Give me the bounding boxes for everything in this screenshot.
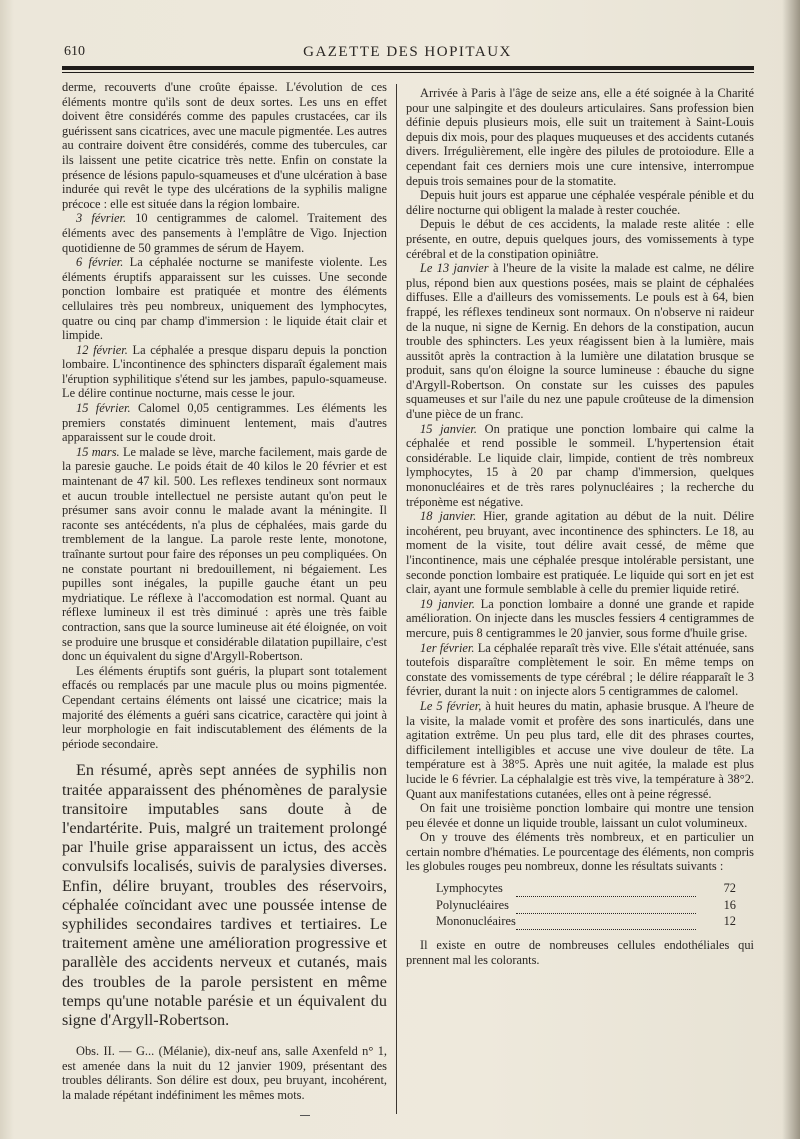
date-label: Le 5 février,	[420, 698, 482, 713]
paragraph	[62, 343, 387, 401]
table-row	[436, 880, 736, 897]
paragraph	[62, 445, 387, 664]
dot-leader	[516, 913, 696, 930]
footer-dash	[300, 1115, 310, 1116]
paragraph	[406, 509, 754, 597]
paragraph-text: La ponction lombaire a donné une grande et rapide amélioration. On injecte dans les muscles fessiers 4 centigrammes de mercure, puis 8 centigrammes le 20 janvier, sous forme d'huile grise.	[406, 596, 754, 640]
header-rule-thin	[62, 72, 754, 73]
paragraph-text: La céphalée nocturne se manifeste violente. Les éléments éruptifs apparaissent sur les cuisses. Une seconde ponction lombaire est pratiquée et montre des éléments cellulaires très peu nombreux, uniquement des lymphocytes, quatre ou cinq par champ d'immersion : le liquide était clair et limpide.	[62, 255, 387, 343]
date-label: Le 13 janvier	[420, 261, 489, 276]
paragraph: Les éléments éruptifs sont guéris, la plupart sont totalement effacés ou remplacés par une macule plus ou moins pigmentée. Cependant certains éléments ont laissé une cicatrice; mais la majorité des éléments a guéri sans cicatrice, caractère qui joint à leur morphologie en fait indiscutablement des éléments de la période secondaire.	[62, 663, 387, 751]
date-label: 1er février.	[420, 640, 475, 655]
paragraph	[62, 401, 387, 445]
paragraph: Depuis huit jours est apparue une céphalée vespérale pénible et du délire nocturne qui obligent la malade à rester couchée.	[406, 188, 754, 217]
date-label: 6 février.	[76, 255, 124, 270]
paragraph: Arrivée à Paris à l'âge de seize ans, elle a été soignée à la Charité pour une salpingite et des douleurs articulaires. Sans profession bien définie depuis plusieurs mois, elle suit un traitement à Saint-Louis depuis dix mois, pour des plaques muqueuses et des accidents cutanés divers. Irrégulièrement, elle ingère des pilules de protoiodure. Elle a cependant fait ces derniers mois une cure intensive, interrompue depuis trois semaines pour de la stomatite.	[406, 86, 754, 188]
paragraph: Depuis le début de ces accidents, la malade reste alitée : elle présente, en outre, depuis quelques jours, des vomissements à type cérébral et de la constipation opiniâtre.	[406, 217, 754, 261]
header-rule-thick	[62, 66, 754, 70]
count-label: Lymphocytes	[436, 881, 503, 896]
running-title: GAZETTE DES HOPITAUX	[303, 44, 512, 60]
cell-count-table	[436, 880, 736, 930]
date-label: 18 janvier.	[420, 509, 477, 524]
count-value: 72	[723, 881, 736, 896]
dot-leader	[516, 897, 696, 914]
paragraph	[406, 641, 754, 699]
paragraph: Il existe en outre de nombreuses cellules endothéliales qui prennent mal les colorants.	[406, 938, 754, 967]
date-label: 15 février.	[76, 401, 131, 416]
paragraph	[406, 422, 754, 510]
date-label: 19 janvier.	[420, 596, 475, 611]
paragraph-text: La céphalée reparaît très vive. Elle s'était atténuée, sans toutefois disparaître complètement le soir. En même temps on constate des vomissements de type cérébral ; le délire réapparaît le 3 février, durant la nuit : on injecte alors 5 centigrammes de calomel.	[406, 640, 754, 699]
table-row	[436, 897, 736, 914]
count-label: Mononucléaires	[436, 914, 516, 929]
paragraph-text: La céphalée a presque disparu depuis la ponction lombaire. L'incontinence des sphincters disparaît également mais l'éruption syphilitique s'étend sur les jambes, papulo-squameuse. Le délire continue nocturne, mais cesse le jour.	[62, 342, 387, 401]
paragraph: derme, recouverts d'une croûte épaisse. L'évolution de ces éléments montre qu'ils sont de deux sortes. Les uns en effet doivent être considérés comme des papules crustacées, car ils guérissent sans cicatrices, avec une macule pigmentée. Les autres au contraire doivent être considérés, comme des tubercules, car ils laissent une petite cicatrice très nette. Enfin on constate la présence de lésions papulo-squameuses et d'une ulcération à base indurée qui revêt le type des ulcérations de la syphilis maligne précoce : elle est située dans la région lombaire.	[62, 80, 387, 211]
paragraph	[62, 255, 387, 343]
paragraph-text: à huit heures du matin, aphasie brusque. A l'heure de la visite, la malade vomit et profère des sons inarticulés, dans une agitation extrême. Un peu plus tard, elle dit des phrases courtes, difficilement intelligibles et accuse une vive douleur de tête. La température est à 38°5. Après une nuit agitée, la malade est plus lucide le 6 février. La céphalalgie est très vive, la température à 38°2. Quant aux manifestations cutanées, elles ont à peine régressé.	[406, 698, 754, 801]
left-column	[62, 80, 387, 1103]
paragraph	[62, 211, 387, 255]
observation-label: Obs. II.	[76, 1044, 115, 1059]
date-label: 15 janvier.	[420, 421, 477, 436]
date-label: 15 mars.	[76, 444, 120, 459]
paragraph-text: Calomel 0,05 centigrammes. Les éléments les premiers constatés diminuent lentement, mais d'autres apparaissent sur le coude droit.	[62, 401, 387, 445]
dot-leader	[516, 880, 696, 897]
right-column	[406, 86, 754, 968]
paragraph: On fait une troisième ponction lombaire qui montre une tension peu élevée et donne un liquide trouble, laissant un culot volumineux.	[406, 801, 754, 830]
date-label: 3 février.	[76, 211, 127, 226]
paragraph	[406, 261, 754, 422]
paragraph-text: 10 centigrammes de calomel. Traitement des éléments avec des pansements à l'emplâtre de Vigo. Injection quotidienne de 50 grammes de sérum de Hayem.	[62, 211, 388, 255]
paragraph	[406, 699, 754, 801]
page-number: 610	[64, 44, 85, 59]
count-value: 12	[723, 914, 736, 929]
paragraph-text: On pratique une ponction lombaire qui calme la céphalée et rend possible le sommeil. L'hypertension était considérable. Le liquide clair, limpide, contient de très nombreux lymphocytes, 15 à 20 par champ d'immersion, quelques mononucléaires et de très rares polynucléaires ; la recherche du tréponème est négative.	[406, 421, 754, 509]
page-header	[40, 38, 775, 68]
observation-paragraph	[62, 1044, 387, 1102]
page-spine-shadow	[782, 0, 800, 1139]
paragraph-text: Le malade se lève, marche facilement, mais garde de la paresie gauche. Le poids était de 40 kilos le 20 février et est maintenant de 47 kil. 500. Les reflexes tendineux sont normaux et aucun trouble intellectuel ne persiste autant qu'on peut le présumer sans avoir connu le malade avant la méningite. Il raconte ses antécédents, n'a plus de céphalées, mais garde du tremblement de la langue. La parole reste lente, monotone, traînante surtout pour faire des réponses un peu compliquées. On ne constate pourtant ni bredouillement, ni bégaiement. Les pupilles sont inégales, la pupille gauche étant un peu mydriatique. Le réflexe à l'accomodation est normal. Quant au réflexe lumineux il est très diminué : après une très faible contraction, sans que la source lumineuse ait été éloignée, on voit se produire une brusque et considérable dilatation pupillaire, c'est donc un équivalent du signe d'Argyll-Robertson.	[62, 444, 388, 664]
count-value: 16	[723, 897, 736, 912]
paragraph-text: Hier, grande agitation au début de la nuit. Délire incohérent, peu bruyant, avec incontinence des sphincters. Le 18, au moment de la visite, tout délire avait cessé, de même que l'incontinence, mais une céphalée presque intolérable persistant, une seconde ponction lombaire est pratiquée. Le liquide qui sort en jet est clair, ayant une formule semblable à celle du premier liquide retiré.	[406, 509, 754, 597]
column-divider	[396, 84, 397, 1114]
date-label: 12 février.	[76, 342, 128, 357]
table-row	[436, 913, 736, 930]
paragraph: On y trouve des éléments très nombreux, et en particulier un certain nombre d'hématies. Le pourcentage des éléments, non compris les globules rouges peu nombreux, donne les résultats suivants :	[406, 830, 754, 874]
count-label: Polynucléaires	[436, 897, 509, 912]
paragraph	[406, 597, 754, 641]
summary-paragraph: En résumé, après sept années de syphilis non traitée apparaissent des phénomènes de paralysie transitoire imputables sans doute à de l'endartérite. Puis, malgré un traitement prolongé par l'huile grise apparaissent un ictus, des accès convulsifs localisés, suivis de paralysies diverses. Enfin, délire bruyant, troubles des réservoirs, céphalée coïncidant avec une poussée intense de syphilides secondaires tardives et tertiaires. Le traitement amène une amélioration progressive et parallèle des accidents nerveux et cutanés, mais des troubles de la parole persistent en même temps qu'une notable parésie et un équivalent du signe d'Argyll-Robertson.	[62, 761, 387, 1029]
paragraph-text: à l'heure de la visite la malade est calme, ne délire plus, répond bien aux questions posées, mais se plaint de céphalées diffuses. Elle a d'ailleurs des vomissements. Le pouls est à 64, bien frappé, les réflexes tendineux sont normaux. On n'observe ni raideur de la nuque, ni signe de Kernig. En dehors de la constipation, aucun trouble des sphincters. Les yeux réagissent bien à la lumière, mais aussitôt après la contraction à la lumière une dilatation brusque se produit, sans qu'on éloigne la source lumineuse : ébauche du signe d'Argyll-Robertson. On constate sur les cuisses des papules squameuses et sur l'aile du nez une papule croûteuse de la dimension d'une pièce de un franc.	[406, 261, 754, 422]
paragraph-text: — G... (Mélanie), dix-neuf ans, salle Axenfeld n° 1, est amenée dans la nuit du 12 janvier 1909, présentant des troubles délirants. Son délire est doux, peu bruyant, incohérent, la malade répétant indéfiniment les mêmes mots.	[62, 1044, 387, 1102]
